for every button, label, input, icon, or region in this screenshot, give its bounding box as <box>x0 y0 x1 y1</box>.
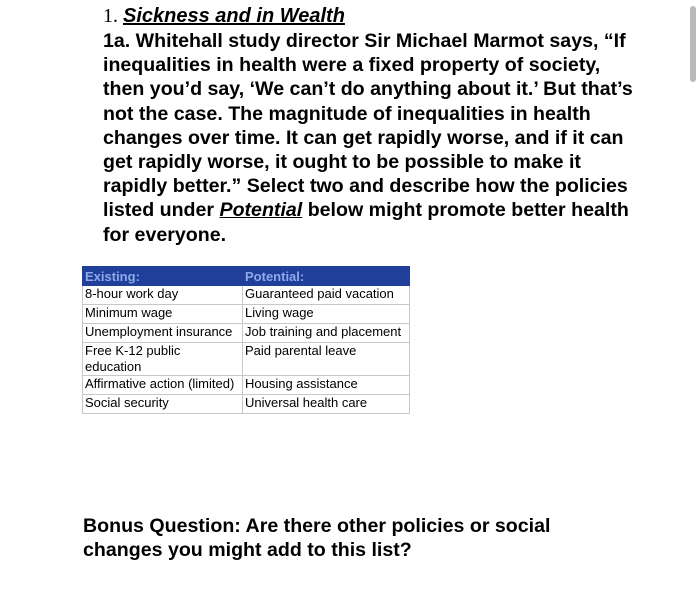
question-text-after: below might promote better health for everyone. <box>103 199 629 246</box>
existing-cell: Social security <box>83 395 243 414</box>
potential-cell: Housing assistance <box>243 376 410 395</box>
potential-cell: Universal health care <box>243 395 410 414</box>
table-row <box>83 376 410 395</box>
scrollbar[interactable] <box>690 6 696 82</box>
existing-cell: Free K-12 public education <box>83 343 243 376</box>
table-row <box>83 286 410 305</box>
section-number: 1. <box>103 5 118 27</box>
existing-cell: 8-hour work day <box>83 286 243 305</box>
question-1a <box>103 29 643 247</box>
existing-cell: Affirmative action (limited) <box>83 376 243 395</box>
table-header-row <box>83 267 410 286</box>
policies-table <box>82 266 410 414</box>
header-potential: Potential: <box>243 267 410 286</box>
potential-cell: Living wage <box>243 305 410 324</box>
table-row <box>83 395 410 414</box>
table-row <box>83 305 410 324</box>
header-existing: Existing: <box>83 267 243 286</box>
potential-cell: Job training and placement <box>243 324 410 343</box>
question-text-before: 1a. Whitehall study director Sir Michael Marmot says, “If inequalities in health were a fixed property of society, then you’d say, ‘We can’t do anything about it.’ But that’s not the case. The magnitude of inequalities in health changes over time. It can get rapidly worse, and if it can get rapidly worse, it ought to be possible to make it rapidly better.” Select two and describe how the policies listed under <box>103 30 633 222</box>
table-row <box>83 343 410 376</box>
potential-cell: Guaranteed paid vacation <box>243 286 410 305</box>
potential-cell: Paid parental leave <box>243 343 410 376</box>
existing-cell: Unemployment insurance <box>83 324 243 343</box>
section-title: Sickness and in Wealth <box>123 5 345 27</box>
table-row <box>83 324 410 343</box>
section-heading <box>103 5 345 28</box>
question-emphasis: Potential <box>219 199 303 222</box>
bonus-question: Bonus Question: Are there other policies or social changes you might add to this list? <box>83 515 551 562</box>
existing-cell: Minimum wage <box>83 305 243 324</box>
